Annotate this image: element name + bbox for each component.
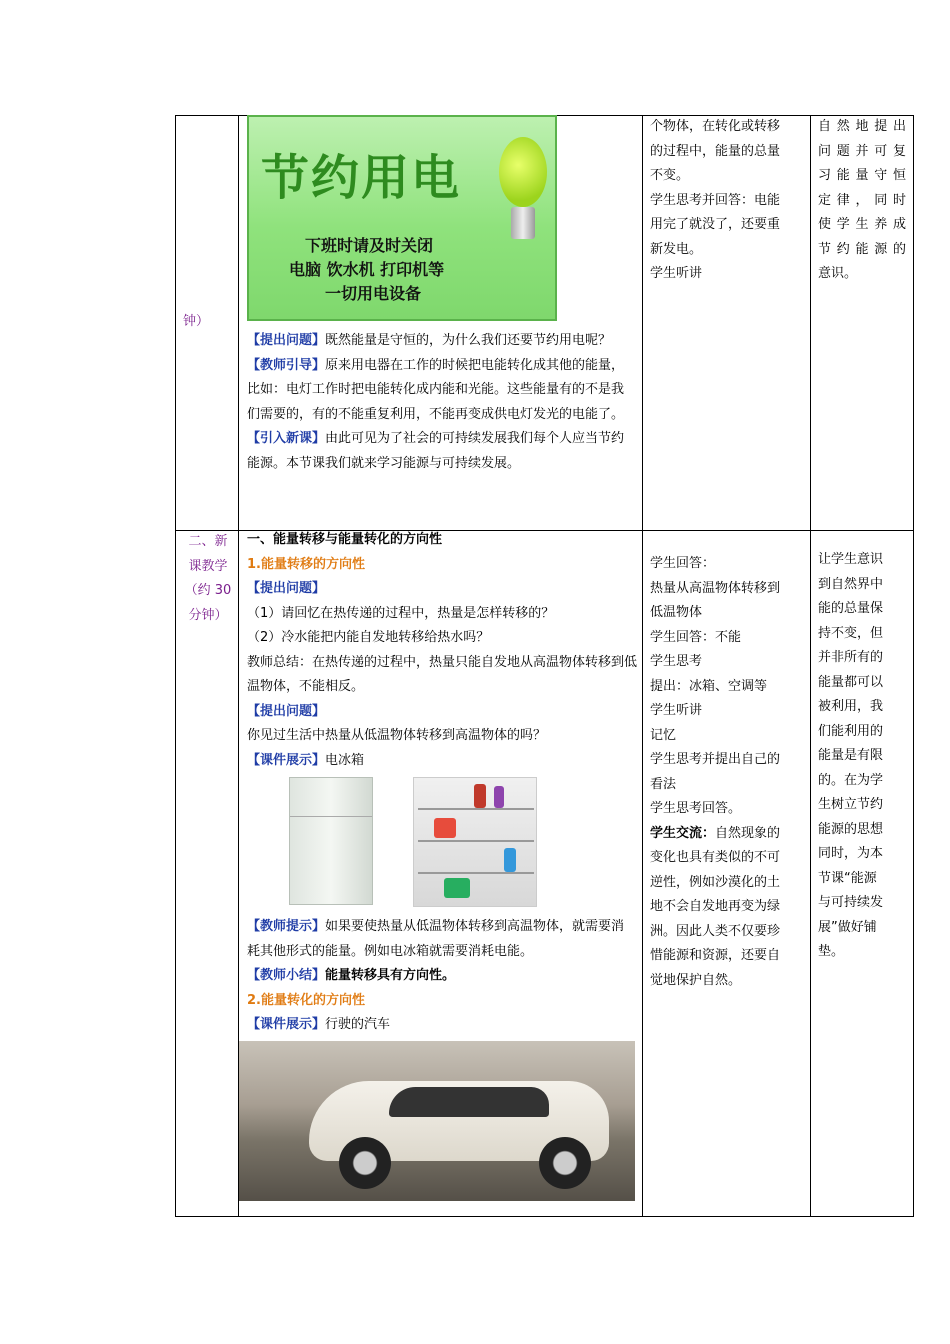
text-line: 个物体，在转化或转移 — [650, 119, 781, 134]
text-line: 问题并可复 — [818, 143, 906, 159]
tag: 【教师提示】 — [247, 919, 326, 934]
text-line: 垫。 — [818, 944, 845, 959]
text-line: 看法 — [650, 776, 677, 792]
text-line: 意识。 — [818, 266, 858, 281]
driving-car-image — [239, 1041, 635, 1201]
text-line: 学生听讲 — [650, 266, 703, 281]
text-line: 们能利用的 — [818, 723, 884, 739]
text-line: 地不会自发地再变为绿 — [650, 899, 781, 914]
fridge-images — [247, 777, 637, 915]
text-line: 与可持续发 — [818, 895, 884, 910]
paragraph-text: 如果要使热量从低温物体转移到高温物体，就需要消耗其他形式的能量。例如电冰箱就需要消耗电能。 — [247, 919, 625, 959]
text-line: 让学生意识 — [818, 552, 884, 567]
row1-teacher-activity — [247, 329, 635, 476]
text-line: 不变。 — [650, 168, 690, 183]
section-heading: 一、能量转移与能量转化的方向性 — [247, 532, 443, 547]
text-line: 能量都可以 — [818, 674, 884, 690]
teacher-summary: 教师总结：在热传递的过程中，热量只能自发地从高温物体转移到低温物体，不能相反。 — [247, 654, 638, 694]
text-line: 学生思考并回答：电能 — [650, 192, 781, 208]
paragraph-text: 行驶的汽车 — [325, 1017, 391, 1032]
subsection-heading: 2.能量转化的方向性 — [247, 992, 365, 1008]
row2-teacher-activity — [247, 528, 637, 1201]
bulb-base-icon — [511, 207, 535, 239]
text-line: 变化也具有类似的不可 — [650, 850, 781, 865]
tag: 【提出问题】 — [247, 703, 326, 719]
tag: 【提出问题】 — [247, 581, 326, 596]
border — [642, 115, 643, 1217]
text-line: 逆性，例如沙漠化的土 — [650, 874, 781, 890]
text-line: 记忆 — [650, 727, 677, 743]
text-line: 自然地提出 — [818, 119, 906, 134]
tag: 【课件展示】 — [247, 1017, 326, 1032]
text-line: 同时，为本 — [818, 846, 884, 861]
text-line: 使学生养成 — [818, 217, 906, 232]
border — [175, 1216, 914, 1217]
text-line: 节课“能源 — [818, 870, 877, 886]
text-line: 展”做好铺 — [818, 919, 877, 935]
text-line: 习能量守恒 — [818, 168, 906, 183]
fridge-closed-image — [289, 777, 373, 905]
lesson-table — [175, 115, 914, 1217]
text-line: 定律，同时 — [818, 192, 906, 208]
text-line: 到自然界中 — [818, 576, 884, 592]
fridge-open-image — [413, 777, 537, 907]
paragraph-text: 电冰箱 — [325, 752, 365, 768]
text-line: 被利用，我 — [818, 699, 884, 714]
tag: 【教师引导】 — [247, 357, 326, 373]
tag: 【教师小结】 — [247, 968, 326, 983]
text-line: 提出：冰箱、空调等 — [650, 678, 768, 694]
question: 你见过生活中热量从低温物体转移到高温物体的吗？ — [247, 728, 547, 743]
text-line: 能量是有限 — [818, 748, 884, 763]
fridge-shelf — [418, 840, 534, 842]
border — [810, 115, 811, 1217]
text-line: 学生思考 — [650, 654, 703, 669]
row2-design-intent — [818, 548, 908, 965]
text-line: 课教学 — [188, 558, 228, 574]
car-wheel — [539, 1137, 591, 1189]
border — [175, 115, 176, 1217]
text-line: （约 30 — [184, 583, 232, 598]
text-line: 学生听讲 — [650, 703, 703, 718]
text-line: 的过程中，能量的总量 — [650, 143, 781, 159]
paragraph-text: 既然能量是守恒的，为什么我们还要节约用电呢？ — [325, 333, 612, 348]
tag: 【引入新课】 — [247, 431, 326, 446]
poster-title: 节约用电 — [261, 150, 462, 206]
border — [913, 115, 914, 1217]
fridge-door-line — [290, 816, 372, 817]
fridge-item — [434, 818, 456, 838]
text-line: 新发电。 — [650, 241, 703, 257]
fridge-shelf — [418, 808, 534, 810]
text-line: 热量从高温物体转移到 — [650, 580, 781, 596]
paragraph-text: 原来用电器在工作的时候把电能转化成其他的能量，比如：电灯工作时把电能转化成内能和光能。这些能量有的不是我们需要的，有的不能重复利用，不能再变成供电灯发光的电能了。 — [247, 357, 625, 422]
text-line: 学生思考并提出自己的 — [650, 752, 781, 767]
row1-design-intent — [818, 115, 906, 287]
text-line: 学生回答：不能 — [650, 629, 742, 645]
text-line: 持不变，但 — [818, 625, 884, 641]
text-line: 分钟） — [188, 607, 228, 623]
row2-student-activity — [650, 552, 805, 993]
subsection-heading: 1.能量转移的方向性 — [247, 556, 365, 572]
text-line: 用完了就没了，还要重 — [650, 217, 781, 232]
text-line: 学生思考回答。 — [650, 801, 742, 816]
fridge-item — [504, 848, 516, 872]
fridge-item — [494, 786, 504, 808]
text-line: 能的总量保 — [818, 601, 884, 616]
paragraph-text: 由此可见为了社会的可持续发展我们每个人应当节约能源。本节课我们就来学习能源与可持续发展。 — [247, 431, 625, 471]
row1-student-activity — [650, 115, 805, 287]
text-line: 的。在为学 — [818, 772, 884, 788]
text-line: 自然现象的 — [715, 825, 781, 841]
bulb-icon — [499, 137, 547, 207]
text-line: 低温物体 — [650, 605, 703, 620]
tag: 【课件展示】 — [247, 752, 326, 768]
question: （2）冷水能把内能自发地转移给热水吗？ — [247, 630, 490, 645]
text-line: 觉地保护自然。 — [650, 972, 742, 988]
text-line: 学生回答： — [650, 556, 716, 571]
label: 学生交流： — [650, 825, 716, 841]
text-line: 节约能源的 — [818, 241, 906, 257]
paragraph-text: 能量转移具有方向性。 — [325, 968, 456, 983]
fridge-item — [444, 878, 470, 898]
text-line: 能源的思想 — [818, 821, 884, 837]
text-line: 生树立节约 — [818, 797, 884, 812]
car-wheel — [339, 1137, 391, 1189]
car-image-wrap — [247, 1041, 637, 1201]
car-window — [389, 1087, 549, 1117]
energy-saving-poster — [247, 115, 557, 321]
text-line: 二、新 — [188, 534, 228, 549]
text-line: 惜能源和资源，还要自 — [650, 948, 781, 963]
fridge-shelf — [418, 872, 534, 874]
tag: 【提出问题】 — [247, 333, 326, 348]
poster-line: 下班时请及时关闭 — [305, 236, 434, 255]
row1-stage-label: 钟） — [183, 314, 210, 329]
text-line: 洲。因此人类不仅要珍 — [650, 923, 781, 939]
question: （1）请回忆在热传递的过程中，热量是怎样转移的？ — [247, 605, 555, 621]
row2-stage-label — [183, 530, 233, 628]
text-line: 并非所有的 — [818, 650, 884, 665]
poster-line: 一切用电设备 — [325, 284, 422, 303]
fridge-item — [474, 784, 486, 808]
poster-line: 电脑 饮水机 打印机等 — [289, 260, 445, 279]
